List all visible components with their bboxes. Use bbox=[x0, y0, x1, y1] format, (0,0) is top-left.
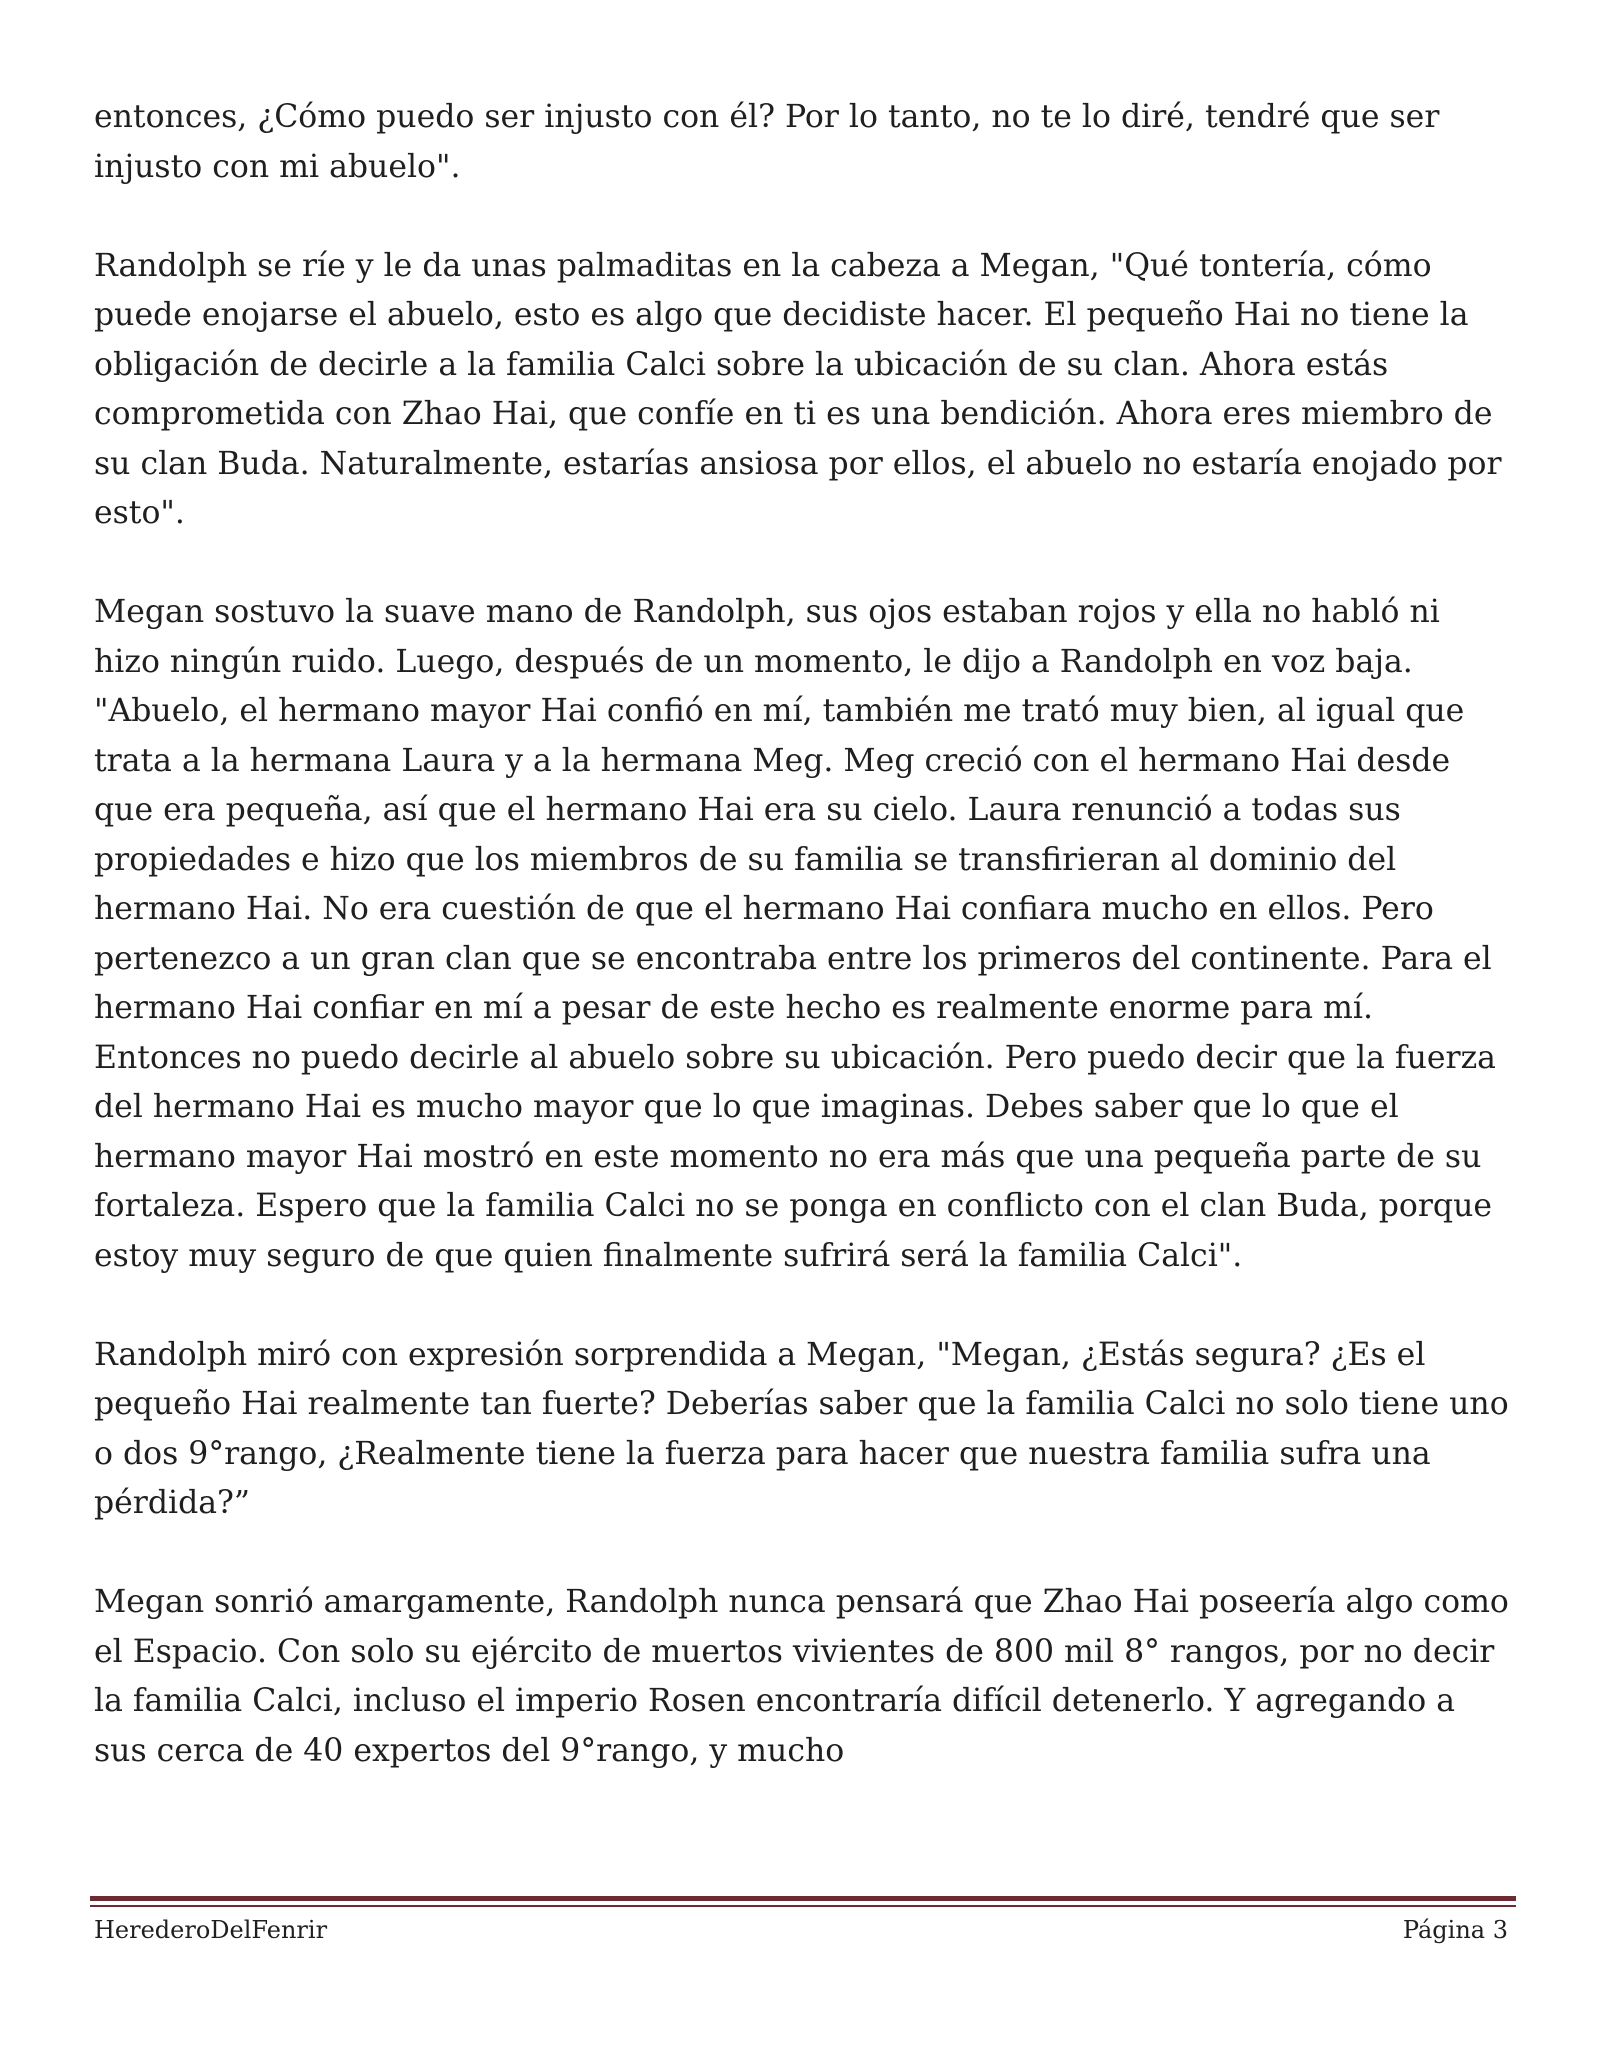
paragraph-1: entonces, ¿Cómo puedo ser injusto con él? Por lo tanto, no te lo diré, tendré que ser injusto con mi abuelo". bbox=[94, 99, 1440, 185]
paragraph-2: Randolph se ríe y le da unas palmaditas en la cabeza a Megan, "Qué tontería, cómo puede enojarse el abuelo, esto es algo que decidiste hacer. El pequeño Hai no tiene la obligación de decirle a la familia Calci sobre la ubicación de su clan. Ahora estás comprometida con Zhao Hai, que confíe en ti es una bendición. Ahora eres miembro de su clan Buda. Naturalmente, estarías ansiosa por ellos, el abuelo no estaría enojado por esto". bbox=[94, 247, 1502, 531]
document-body bbox=[94, 93, 1514, 1826]
footer-divider-thick bbox=[90, 1896, 1516, 1901]
footer-author: HerederoDelFenrir bbox=[94, 1916, 328, 1944]
paragraph-4: Randolph miró con expresión sorprendida a Megan, "Megan, ¿Estás segura? ¿Es el pequeño Hai realmente tan fuerte? Deberías saber que la familia Calci no solo tiene uno o dos 9°rango, ¿Realmente tiene la fuerza para hacer que nuestra familia sufra una pérdida?” bbox=[94, 1336, 1509, 1521]
footer-divider-thin bbox=[90, 1905, 1516, 1907]
footer-page-number: Página 3 bbox=[1402, 1916, 1508, 1944]
paragraph-5: Megan sonrió amargamente, Randolph nunca pensará que Zhao Hai poseería algo como el Espacio. Con solo su ejército de muertos vivientes de 800 mil 8° rangos, por no decir la familia Calci, incluso el imperio Rosen encontraría difícil detenerlo. Y agregando a sus cerca de 40 expertos del 9°rango, y mucho bbox=[94, 1584, 1509, 1769]
paragraph-3: Megan sostuvo la suave mano de Randolph, sus ojos estaban rojos y ella no habló ni hizo ningún ruido. Luego, después de un momento, le dijo a Randolph en voz baja. "Abuelo, el hermano mayor Hai confió en mí, también me trató muy bien, al igual que trata a la hermana Laura y a la hermana Meg. Meg creció con el hermano Hai desde que era pequeña, así que el hermano Hai era su cielo. Laura renunció a todas sus propiedades e hizo que los miembros de su familia se transfirieran al dominio del hermano Hai. No era cuestión de que el hermano Hai confiara mucho en ellos. Pero pertenezco a un gran clan que se encontraba entre los primeros del continente. Para el hermano Hai confiar en mí a pesar de este hecho es realmente enorme para mí. Entonces no puedo decirle al abuelo sobre su ubicación. Pero puedo decir que la fuerza del hermano Hai es mucho mayor que lo que imaginas. Debes saber que lo que el hermano mayor Hai mostró en este momento no era más que una pequeña parte de su fortaleza. Espero que la familia Calci no se ponga en conflicto con el clan Buda, porque estoy muy seguro de que quien finalmente sufrirá será la familia Calci". bbox=[94, 594, 1496, 1274]
